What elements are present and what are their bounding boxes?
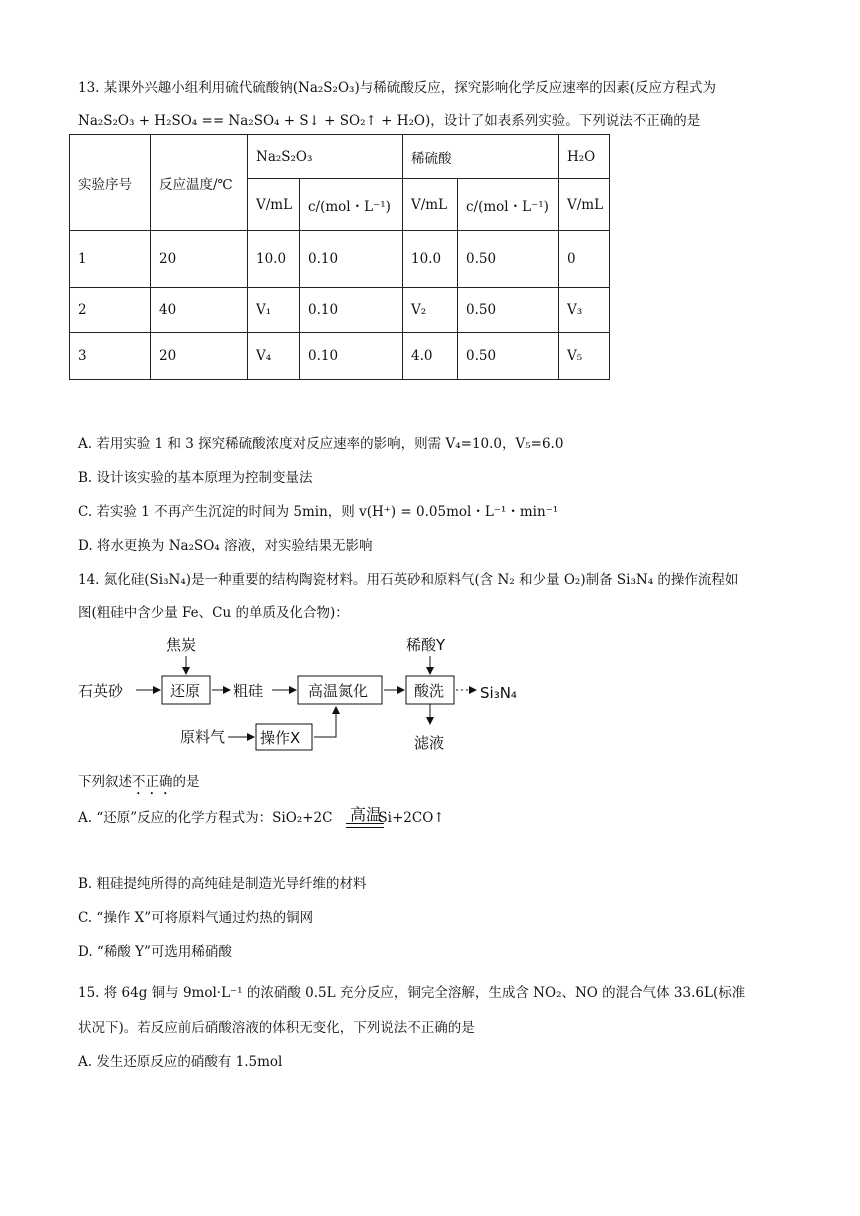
box-nitride-label: 高温氮化: [308, 682, 369, 700]
label-crude-si: 粗硅: [233, 682, 264, 700]
reaction-condition: 高温: [350, 805, 383, 824]
table-row: [70, 231, 610, 288]
cell-c-h2so4: 0.50: [458, 231, 559, 288]
q15-stem-line2: 状况下)。若反应前后硝酸溶液的体积无变化，下列说法不正确的是: [78, 1020, 475, 1036]
cell-c-h2so4: 0.50: [458, 288, 559, 333]
label-quartz: 石英砂: [78, 682, 124, 700]
q13-stem-line1: 13. 某课外兴趣小组利用硫代硫酸钠(Na₂S₂O₃)与稀硫酸反应，探究影响化学反应速率的因素(反应方程式为: [78, 80, 716, 96]
cell-c-na2s2o3: 0.10: [300, 288, 403, 333]
q14-option-d: D. “稀酸 Y”可选用稀硝酸: [78, 944, 232, 960]
emphasis-text: 不正确: [132, 774, 173, 790]
cell-v-na2s2o3: V₁: [248, 288, 300, 333]
subheader-vml: V/mL: [248, 179, 300, 231]
cell-v-na2s2o3: V₄: [248, 333, 300, 380]
cell-seq: 2: [70, 288, 151, 333]
subheader-vml: V/mL: [403, 179, 458, 231]
cell-v-h2so4: 10.0: [403, 231, 458, 288]
q15-option-a: A. 发生还原反应的硝酸有 1.5mol: [78, 1054, 283, 1070]
q14-option-c: C. “操作 X”可将原料气通过灼热的铜网: [78, 910, 314, 926]
cell-v-h2so4: V₂: [403, 288, 458, 333]
subheader-conc: c/(mol・L⁻¹): [458, 179, 559, 231]
cell-temp: 20: [151, 333, 248, 380]
label-coke: 焦炭: [166, 636, 197, 654]
table-row: [70, 288, 610, 333]
cell-seq: 3: [70, 333, 151, 380]
header-na2s2o3: Na₂S₂O₃: [248, 135, 403, 179]
label-product: Si₃N₄: [480, 684, 517, 702]
header-seq: 实验序号: [70, 135, 151, 231]
header-h2so4: 稀硫酸: [403, 135, 559, 179]
header-h2o: H₂O: [559, 135, 610, 179]
cell-temp: 40: [151, 288, 248, 333]
q15-stem-line1: 15. 将 64g 铜与 9mol·L⁻¹ 的浓硝酸 0.5L 充分反应，铜完全溶解，生成含 NO₂、NO 的混合气体 33.6L(标准: [78, 985, 746, 1001]
cell-v-h2so4: 4.0: [403, 333, 458, 380]
cell-v-h2o: V₃: [559, 288, 610, 333]
label-filtrate: 滤液: [414, 734, 445, 752]
box-reduce-label: 还原: [170, 682, 201, 700]
box-acid-wash-label: 酸洗: [414, 682, 445, 700]
cell-v-na2s2o3: 10.0: [248, 231, 300, 288]
cell-v-h2o: 0: [559, 231, 610, 288]
cell-v-h2o: V₅: [559, 333, 610, 380]
q13-option-c: C. 若实验 1 不再产生沉淀的时间为 5min，则 v(H⁺) = 0.05mol・L⁻¹・min⁻¹: [78, 504, 559, 520]
table-row: [70, 333, 610, 380]
q13-stem-line2: Na₂S₂O₃ + H₂SO₄ == Na₂SO₄ + S↓ + SO₂↑ + H₂O)，设计了如表系列实验。下列说法不正确的是: [78, 113, 701, 129]
cell-c-h2so4: 0.50: [458, 333, 559, 380]
q13-option-d: D. 将水更换为 Na₂SO₄ 溶液，对实验结果无影响: [78, 538, 373, 554]
label-raw-gas: 原料气: [180, 728, 226, 746]
cell-c-na2s2o3: 0.10: [300, 333, 403, 380]
header-temp: 反应温度/℃: [151, 135, 248, 231]
q14-option-a: [78, 806, 445, 826]
arrow-opx-to-nitride: [314, 707, 336, 737]
q14-prompt: 下列叙述不正确的是: [78, 774, 200, 790]
subheader-vml: V/mL: [559, 179, 610, 231]
q14-stem-line2: 图(粗硅中含少量 Fe、Cu 的单质及化合物)：: [78, 605, 349, 621]
process-flow-diagram: [78, 632, 538, 754]
box-op-x-label: 操作X: [260, 729, 301, 747]
cell-seq: 1: [70, 231, 151, 288]
q14-option-b: B. 粗硅提纯所得的高纯硅是制造光导纤维的材料: [78, 876, 367, 892]
option-a-prefix: A. “还原”反应的化学方程式为：SiO₂+2C: [78, 810, 333, 826]
q14-stem-line1: 14. 氮化硅(Si₃N₄)是一种重要的结构陶瓷材料。用石英砂和原料气(含 N₂ 和少量 O₂)制备 Si₃N₄ 的操作流程如: [78, 572, 739, 588]
q13-option-a: A. 若用实验 1 和 3 探究稀硫酸浓度对反应速率的影响，则需 V₄=10.0，V₅=6.0: [78, 436, 564, 452]
equals-sign: [346, 823, 384, 828]
experiment-table: [69, 134, 610, 380]
cell-temp: 20: [151, 231, 248, 288]
q13-option-b: B. 设计该实验的基本原理为控制变量法: [78, 470, 313, 486]
option-a-suffix: Si+2CO↑: [378, 810, 445, 826]
subheader-conc: c/(mol・L⁻¹): [300, 179, 403, 231]
cell-c-na2s2o3: 0.10: [300, 231, 403, 288]
label-acid-y: 稀酸Y: [406, 636, 446, 654]
